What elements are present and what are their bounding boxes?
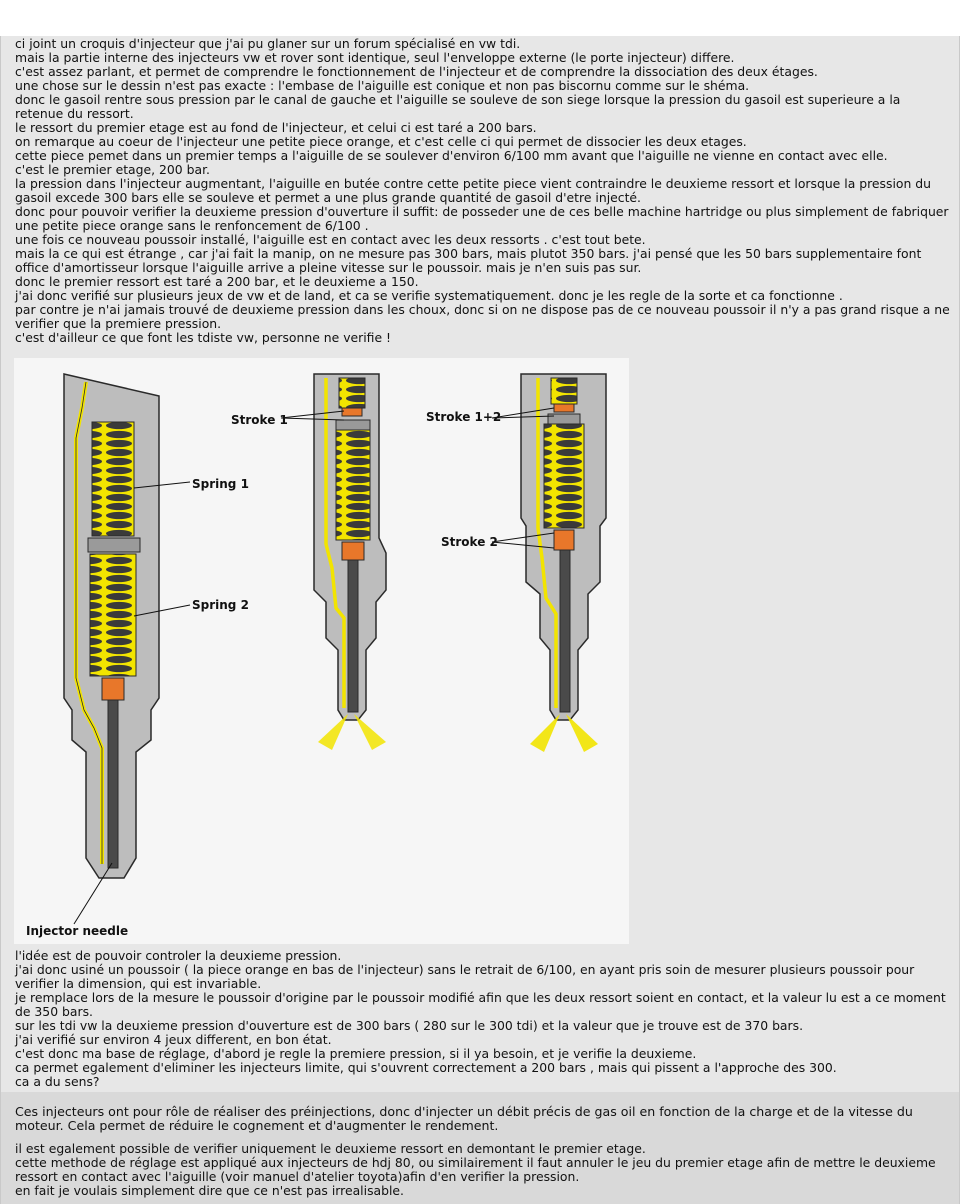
spring1-coil: [92, 422, 134, 536]
injector-stroke12: [521, 374, 606, 752]
post-line: donc le gasoil rentre sous pression par le canal de gauche et l'aiguille se souleve de son siege lorsque la pression du gasoil est superieure a la retenue du ressort.: [15, 92, 901, 121]
post-line: je remplace lors de la mesure le poussoir d'origine par le poussoir modifié afin que les deux ressort soient en contact, et la valeur lu est a ce moment de 350 bars.: [15, 990, 946, 1019]
post-line: le ressort du premier etage est au fond de l'injecteur, et celui ci est taré a 200 bars.: [15, 120, 537, 135]
post-line: j'ai donc verifié sur plusieurs jeux de vw et de land, et ca se verifie systematiquement. donc je les regle de la sorte et ca fonctionne .: [15, 288, 843, 303]
needle: [108, 700, 118, 868]
label-spring-1: Spring 1: [192, 477, 249, 491]
post-line: la pression dans l'injecteur augmentant, l'aiguille en butée contre cette petite piece vient contraindre le deuxieme ressort et lorsque la pression du gasoil excede 300 bars elle se souleve et permet a une plus grande quantité de gasoil d'etre injecté.: [15, 176, 931, 205]
post-line: donc pour pouvoir verifier la deuxieme pression d'ouverture il suffit: de posseder une de ces belle machine hartridge ou plus simplement de fabriquer une petite piece orange sans le renfoncement de 6/100 .: [15, 204, 949, 233]
post-line: il est egalement possible de verifier uniquement le deuxieme ressort en demontant le premier etage.: [15, 1141, 646, 1156]
post-line: mais la partie interne des injecteurs vw et rover sont identique, seul l'enveloppe externe (le porte injecteur) differe.: [15, 50, 735, 65]
label-stroke-2: Stroke 2: [441, 535, 498, 549]
injector-diagram: [14, 358, 629, 944]
post-line: par contre je n'ai jamais trouvé de deuxieme pression dans les choux, donc si on ne dispose pas de ce nouveau poussoir il n'y a pas grand risque a ne verifier que la premiere pression.: [15, 302, 950, 331]
label-stroke-1: Stroke 1: [231, 413, 288, 427]
spring2-coil: [90, 554, 136, 676]
injector-stroke1: [314, 374, 386, 750]
post-line: ca permet egalement d'eliminer les injecteurs limite, qui s'ouvrent correctement a 200 bars , mais qui pissent a l'approche des 300.: [15, 1060, 837, 1075]
label-injector-needle: Injector needle: [26, 924, 129, 938]
post-line: en fait je voulais simplement dire que ce n'est pas irrealisable.: [15, 1183, 404, 1198]
post-line: j'ai verifié sur environ 4 jeux different, en bon état.: [15, 1032, 332, 1047]
injector-large: [64, 374, 159, 878]
post-line: ca a du sens?: [15, 1074, 100, 1089]
post-line: ci joint un croquis d'injecteur que j'ai pu glaner sur un forum spécialisé en vw tdi.: [15, 36, 521, 51]
post-line: c'est d'ailleur ce que font les tdiste vw, personne ne verifie !: [15, 330, 392, 345]
post-line: c'est donc ma base de réglage, d'abord je regle la premiere pression, si il ya besoin, et je verifie la deuxieme.: [15, 1046, 697, 1061]
post-line: c'est assez parlant, et permet de comprendre le fonctionnement de l'injecteur et de comprendre la dissociation des deux étages.: [15, 64, 818, 79]
post-line: cette methode de réglage est appliqué aux injecteurs de hdj 80, ou similairement il faut annuler le jeu du premier etage afin de mettre le deuxieme ressort en contact avec l'aiguille (voir manuel d'atelier toyota)afin d'en verifier la pression.: [15, 1155, 936, 1184]
post-line: l'idée est de pouvoir controler la deuxieme pression.: [15, 948, 342, 963]
post-line: on remarque au coeur de l'injecteur une petite piece orange, et c'est celle ci qui permet de dissocier les deux etages.: [15, 134, 747, 149]
post-line: mais la ce qui est étrange , car j'ai fait la manip, on ne mesure pas 300 bars, mais plutot 350 bars. j'ai pensé que les 50 bars supplementaire font office d'amortisseur lorsque l'aiguille arrive a pleine vitesse sur le poussoir. mais je n'en suis pas sur.: [15, 246, 922, 275]
post-line: sur les tdi vw la deuxieme pression d'ouverture est de 300 bars ( 280 sur le 300 tdi) et la valeur que je trouve est de 370 bars.: [15, 1018, 804, 1033]
post-line: une fois ce nouveau poussoir installé, l'aiguille est en contact avec les deux ressorts . c'est tout bete.: [15, 232, 646, 247]
post-line: c'est le premier etage, 200 bar.: [15, 162, 210, 177]
post-paragraph: Ces injecteurs ont pour rôle de réaliser des préinjections, donc d'injecter un débit précis de gas oil en fonction de la charge et de la vitesse du moteur. Cela permet de réduire le cognement et d'augmenter le rendement.: [15, 1104, 913, 1133]
post-line: cette piece pemet dans un premier temps a l'aiguille de se soulever d'environ 6/100 mm avant que l'aiguille ne vienne en contact avec elle.: [15, 148, 888, 163]
label-stroke-1-2: Stroke 1+2: [426, 410, 502, 424]
label-spring-2: Spring 2: [192, 598, 249, 612]
post-line: j'ai donc usiné un poussoir ( la piece orange en bas de l'injecteur) sans le retrait de 6/100, en ayant pris soin de mesurer plusieurs poussoir pour verifier la dimension, qui est invariable.: [15, 962, 915, 991]
injector-diagram-svg: [14, 358, 629, 944]
top-bar: [0, 0, 960, 36]
forum-post-reply: [0, 1092, 960, 1204]
post-line: une chose sur le dessin n'est pas exacte : l'embase de l'aiguille est conique et non pas biscornu comme sur le shéma.: [15, 78, 750, 93]
post-line: donc le premier ressort est taré a 200 bar, et le deuxieme a 150.: [15, 274, 419, 289]
pusher: [102, 678, 124, 700]
